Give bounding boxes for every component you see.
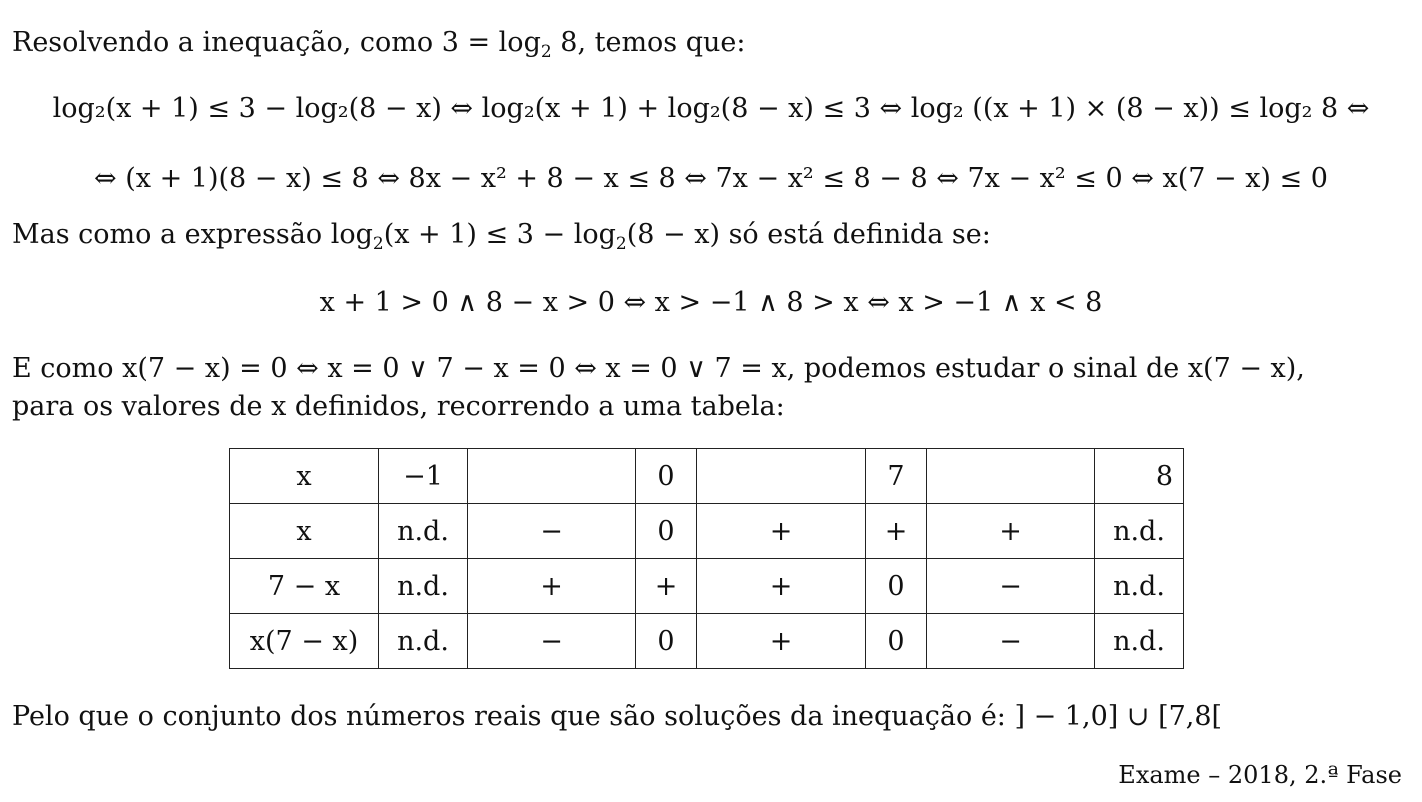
table-row-header: x bbox=[230, 504, 379, 559]
log-base: 2 bbox=[615, 234, 627, 254]
table-cell: − bbox=[468, 614, 636, 669]
intro-text-end: 8, temos que: bbox=[551, 27, 746, 58]
table-cell: n.d. bbox=[379, 559, 468, 614]
table-cell: 7 bbox=[866, 449, 927, 504]
table-cell: + bbox=[866, 504, 927, 559]
table-cell: + bbox=[697, 559, 866, 614]
table-cell: + bbox=[468, 559, 636, 614]
table-cell: − bbox=[927, 559, 1095, 614]
intro-paragraph bbox=[12, 26, 746, 60]
table-cell: n.d. bbox=[379, 614, 468, 669]
table-cell: 8 bbox=[1095, 449, 1184, 504]
table-row bbox=[230, 614, 1184, 669]
table-cell: + bbox=[927, 504, 1095, 559]
sign-table bbox=[229, 448, 1184, 669]
table-cell: 0 bbox=[636, 614, 697, 669]
sign-table-body bbox=[230, 449, 1184, 669]
equation-line-2: ⇔ (x + 1)(8 − x) ≤ 8 ⇔ 8x − x² + 8 − x ≤ 8 ⇔ 7x − x² ≤ 8 − 8 ⇔ 7x − x² ≤ 0 ⇔ x(7 − x) ≤ 0 bbox=[94, 163, 1328, 194]
table-row bbox=[230, 559, 1184, 614]
table-cell: − bbox=[468, 504, 636, 559]
table-row-header: x bbox=[230, 449, 379, 504]
domain-equation: x + 1 > 0 ∧ 8 − x > 0 ⇔ x > −1 ∧ 8 > x ⇔ x > −1 ∧ x < 8 bbox=[319, 287, 1103, 318]
equation-line-1: log₂(x + 1) ≤ 3 − log₂(8 − x) ⇔ log₂(x + 1) + log₂(8 − x) ≤ 3 ⇔ log₂ ((x + 1) × (8 − x)) ≤ log₂ 8 ⇔ bbox=[52, 93, 1370, 124]
table-cell bbox=[927, 449, 1095, 504]
table-cell: 0 bbox=[636, 504, 697, 559]
domain-text-end: (8 − x) só está definida se: bbox=[626, 219, 991, 250]
table-cell: n.d. bbox=[1095, 559, 1184, 614]
table-cell: + bbox=[697, 614, 866, 669]
table-row bbox=[230, 449, 1184, 504]
intro-text-start: Resolvendo a inequação, como 3 = log bbox=[12, 27, 541, 58]
table-row-header: x(7 − x) bbox=[230, 614, 379, 669]
domain-text-middle: (x + 1) ≤ 3 − log bbox=[383, 219, 616, 250]
table-cell: −1 bbox=[379, 449, 468, 504]
table-cell: 0 bbox=[866, 559, 927, 614]
domain-paragraph bbox=[12, 218, 991, 252]
table-cell: + bbox=[697, 504, 866, 559]
table-cell bbox=[468, 449, 636, 504]
zeros-paragraph-line-2: para os valores de x definidos, recorrendo a uma tabela: bbox=[12, 391, 785, 422]
table-row-header: 7 − x bbox=[230, 559, 379, 614]
table-cell: − bbox=[927, 614, 1095, 669]
table-row bbox=[230, 504, 1184, 559]
zeros-paragraph-line-1: E como x(7 − x) = 0 ⇔ x = 0 ∨ 7 − x = 0 ⇔ x = 0 ∨ 7 = x, podemos estudar o sinal de x(7 − x), bbox=[12, 353, 1305, 384]
table-cell: 0 bbox=[636, 449, 697, 504]
table-cell: + bbox=[636, 559, 697, 614]
log-base: 2 bbox=[372, 234, 384, 254]
conclusion-text: Pelo que o conjunto dos números reais que são soluções da inequação é: ] − 1,0] ∪ [7,8[ bbox=[12, 701, 1223, 732]
table-cell bbox=[697, 449, 866, 504]
log-base: 2 bbox=[540, 42, 552, 62]
table-cell: n.d. bbox=[1095, 614, 1184, 669]
domain-text-start: Mas como a expressão log bbox=[12, 219, 373, 250]
table-cell: n.d. bbox=[379, 504, 468, 559]
table-cell: n.d. bbox=[1095, 504, 1184, 559]
source-citation: Exame – 2018, 2.ª Fase bbox=[1118, 761, 1402, 789]
table-cell: 0 bbox=[866, 614, 927, 669]
